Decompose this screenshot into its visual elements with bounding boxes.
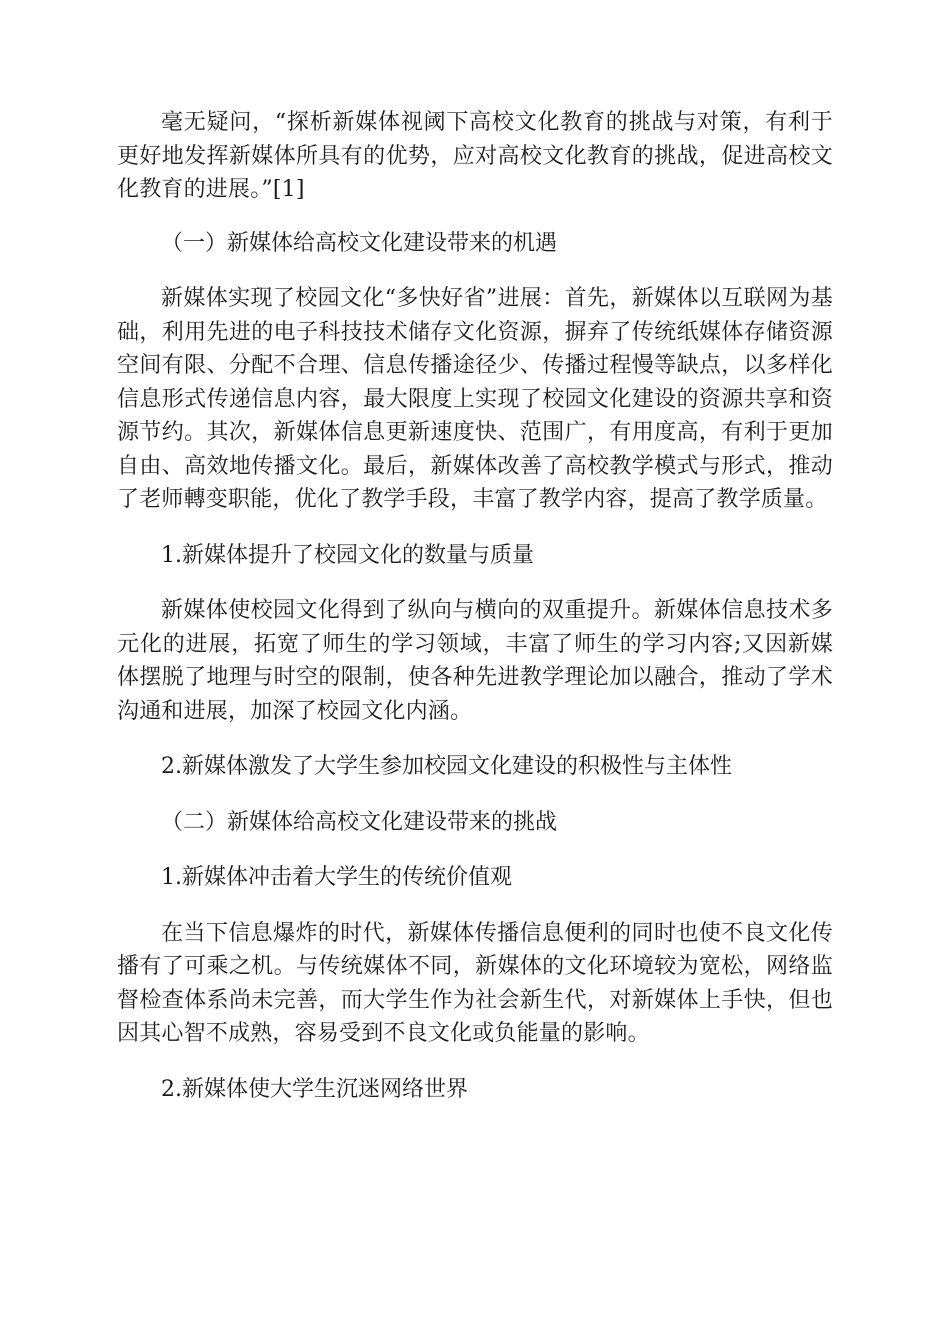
document-page [117, 106, 833, 1106]
paragraph-opportunities: 新媒体实现了校园文化“多快好省”进展：首先，新媒体以互联网为基础，利用先进的电子科技技术储存文化资源，摒弃了传统纸媒体存储资源空间有限、分配不合理、信息传播途径少、传播过程慢等缺点，以多样化信息形式传递信息内容，最大限度上实现了校园文化建设的资源共享和资源节约。其次，新媒体信息更新速度快、范围广，有用度高，有利于更加自由、高效地传播文化。最后，新媒体改善了高校教学模式与形式，推动了老师轉变职能，优化了教学手段，丰富了教学内容，提高了教学质量。 [117, 286, 833, 512]
spacer [117, 572, 833, 594]
paragraph-traditional-values: 在当下信息爆炸的时代，新媒体传播信息便利的同时也使不良文化传播有了可乘之机。与传统媒体不同，新媒体的文化环境较为宽松，网络监督检查体系尚未完善，而大学生作为社会新生代，对新媒体上手快，但也因其心智不成熟，容易受到不良文化或负能量的影响。 [117, 920, 833, 1046]
spacer [117, 517, 833, 539]
paragraph-intro-quote: 毫无疑问，“探析新媒体视阈下高校文化教育的挑战与对策，有利于更好地发挥新媒体所具有的优势，应对高校文化教育的挑战，促进高校文化教育的进展。”[1] [117, 110, 833, 202]
spacer [117, 839, 833, 861]
spacer [117, 260, 833, 282]
paragraph-quantity-quality: 新媒体使校园文化得到了纵向与横向的双重提升。新媒体信息技术多元化的进展，拓宽了师生的学习领域，丰富了师生的学习内容;又因新媒体摆脱了地理与时空的限制，使各种先进教学理论加以融合，推动了学术沟通和进展，加深了校园文化内涵。 [117, 598, 833, 724]
subheading-internet-addiction: 2.新媒体使大学生沉迷网络世界 [161, 1076, 468, 1102]
spacer [117, 207, 833, 227]
subheading-student-initiative: 2.新媒体激发了大学生参加校园文化建设的积极性与主体性 [161, 754, 732, 779]
subheading-quantity-quality: 1.新媒体提升了校园文化的数量与质量 [161, 542, 534, 568]
section-heading-opportunities: （一）新媒体给高校文化建设带来的机遇 [161, 230, 558, 256]
spacer [117, 895, 833, 917]
spacer [117, 728, 833, 750]
spacer [117, 1051, 833, 1073]
spacer [117, 784, 833, 806]
subheading-traditional-values: 1.新媒体冲击着大学生的传统价值观 [161, 865, 512, 890]
section-heading-challenges: （二）新媒体给高校文化建设带来的挑战 [161, 809, 558, 835]
